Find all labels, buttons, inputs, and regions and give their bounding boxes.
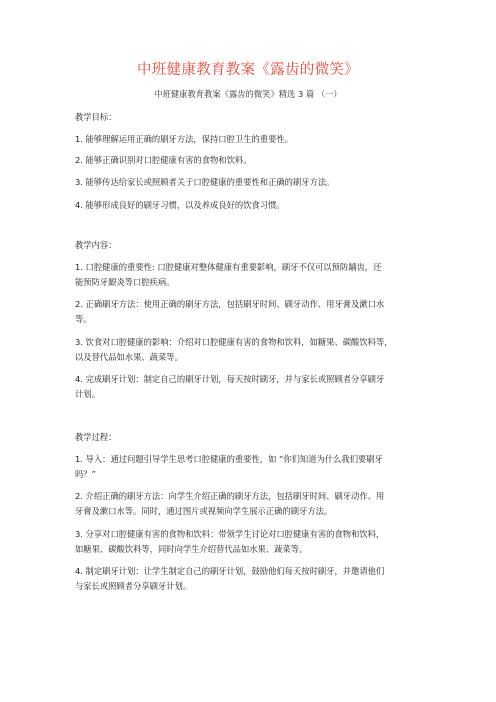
process-item: 2. 介绍正确的刷牙方法：向学生介绍正确的刷牙方法，包括刷牙时间、刷牙动作、用 bbox=[75, 491, 385, 501]
objective-item: 3. 能够传达给家长或照顾者关于口腔健康的重要性和正确的刷牙方法。 bbox=[75, 177, 335, 187]
content-item-cont: 等。 bbox=[75, 314, 92, 324]
content-item-cont: 计划。 bbox=[75, 389, 100, 399]
content-item-cont: 能预防牙龈炎等口腔疾病。 bbox=[75, 277, 175, 287]
objective-item: 1. 能够理解运用正确的刷牙方法，保持口腔卫生的重要性。 bbox=[75, 134, 293, 144]
content-item: 1. 口腔健康的重要性: 口腔健康对整体健康有重要影响，刷牙不仅可以预防龋齿，还 bbox=[75, 262, 382, 272]
objective-item: 2. 能够正确识别对口腔健康有害的食物和饮料。 bbox=[75, 155, 252, 165]
objective-item: 4. 能够形成良好的刷牙习惯，以及养成良好的饮食习惯。 bbox=[75, 200, 285, 210]
content-item: 3. 饮食对口腔健康的影响：介绍对口腔健康有害的食物和饮料，如糖果、碳酸饮料等， bbox=[75, 337, 393, 347]
process-item-cont: 与家长或照顾者分享刷牙计划。 bbox=[75, 581, 192, 591]
page-title: 中班健康教育教案《露齿的微笑》 bbox=[137, 62, 359, 78]
objectives-heading: 教学目标： bbox=[75, 112, 117, 122]
process-item: 1. 导入：通过问题引导学生思考口腔健康的重要性，如 “你们知道为什么我们要刷牙 bbox=[75, 454, 383, 464]
process-heading: 教学过程： bbox=[75, 432, 117, 442]
process-item: 4. 制定刷牙计划：让学生制定自己的刷牙计划，鼓励他们每天按时刷牙，并邀请他们 bbox=[75, 566, 385, 576]
content-item: 4. 完成刷牙计划：制定自己的刷牙计划，每天按时刷牙，并与家长或照顾者分享刷牙 bbox=[75, 374, 385, 384]
page-subtitle: 中班健康教育教案《露齿的微笑》精选 3 篇 （一） bbox=[154, 89, 342, 99]
content-heading: 教学内容： bbox=[75, 240, 117, 250]
process-item: 3. 分享对口腔健康有害的食物和饮料：带领学生讨论对口腔健康有害的食物和饮料， bbox=[75, 529, 385, 539]
content-item: 2. 正确刷牙方法：使用正确的刷牙方法，包括刷牙时间、刷牙动作、用牙膏及漱口水 bbox=[75, 299, 385, 309]
process-item-cont: 吗？” bbox=[75, 469, 96, 479]
content-item-cont: 以及替代品如水果、蔬菜等。 bbox=[75, 352, 183, 362]
process-item-cont: 牙膏及漱口水等。同时，通过图片或视频向学生展示正确的刷牙方法。 bbox=[75, 506, 333, 516]
process-item-cont: 如糖果、碳酸饮料等，同时向学生介绍替代品如水果、蔬菜等。 bbox=[75, 544, 308, 554]
